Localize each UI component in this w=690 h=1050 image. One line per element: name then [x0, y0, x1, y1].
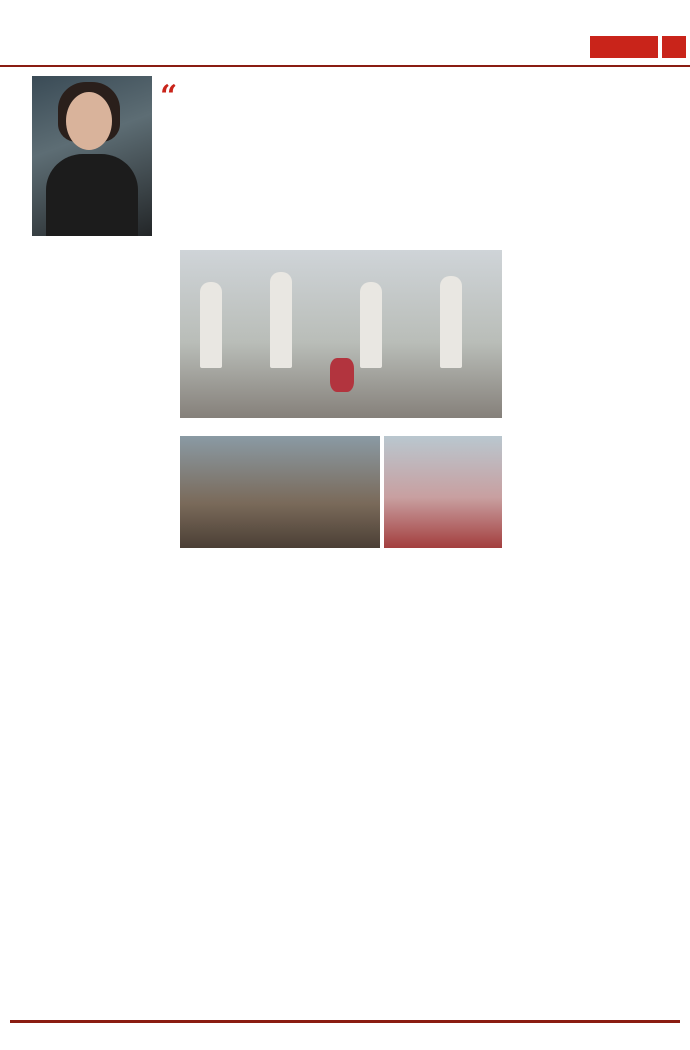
portrait-face [66, 92, 112, 150]
statue-shape [200, 282, 222, 368]
statue-shape [360, 282, 382, 368]
column-3-text [322, 566, 502, 1006]
column-2-text [180, 566, 316, 1006]
column-1-text [36, 284, 172, 564]
portrait-caption [6, 82, 30, 252]
statue-shape [440, 276, 462, 368]
masthead [0, 0, 690, 66]
column-1b-text [36, 606, 172, 1006]
brand-logo [590, 36, 658, 58]
portrait-body [46, 154, 138, 236]
flower-wreath [330, 358, 354, 392]
quote-mark-icon: “ [160, 79, 178, 114]
props-transport-photo [384, 436, 502, 548]
vintage-car-photo [180, 436, 380, 548]
masthead-rule [0, 65, 690, 67]
classifieds-rule [10, 1020, 680, 1023]
memorial-photo [180, 250, 502, 418]
statue-shape [270, 272, 292, 368]
portrait-photo [32, 76, 152, 236]
page-number [662, 36, 686, 58]
column-4-text [510, 308, 676, 984]
